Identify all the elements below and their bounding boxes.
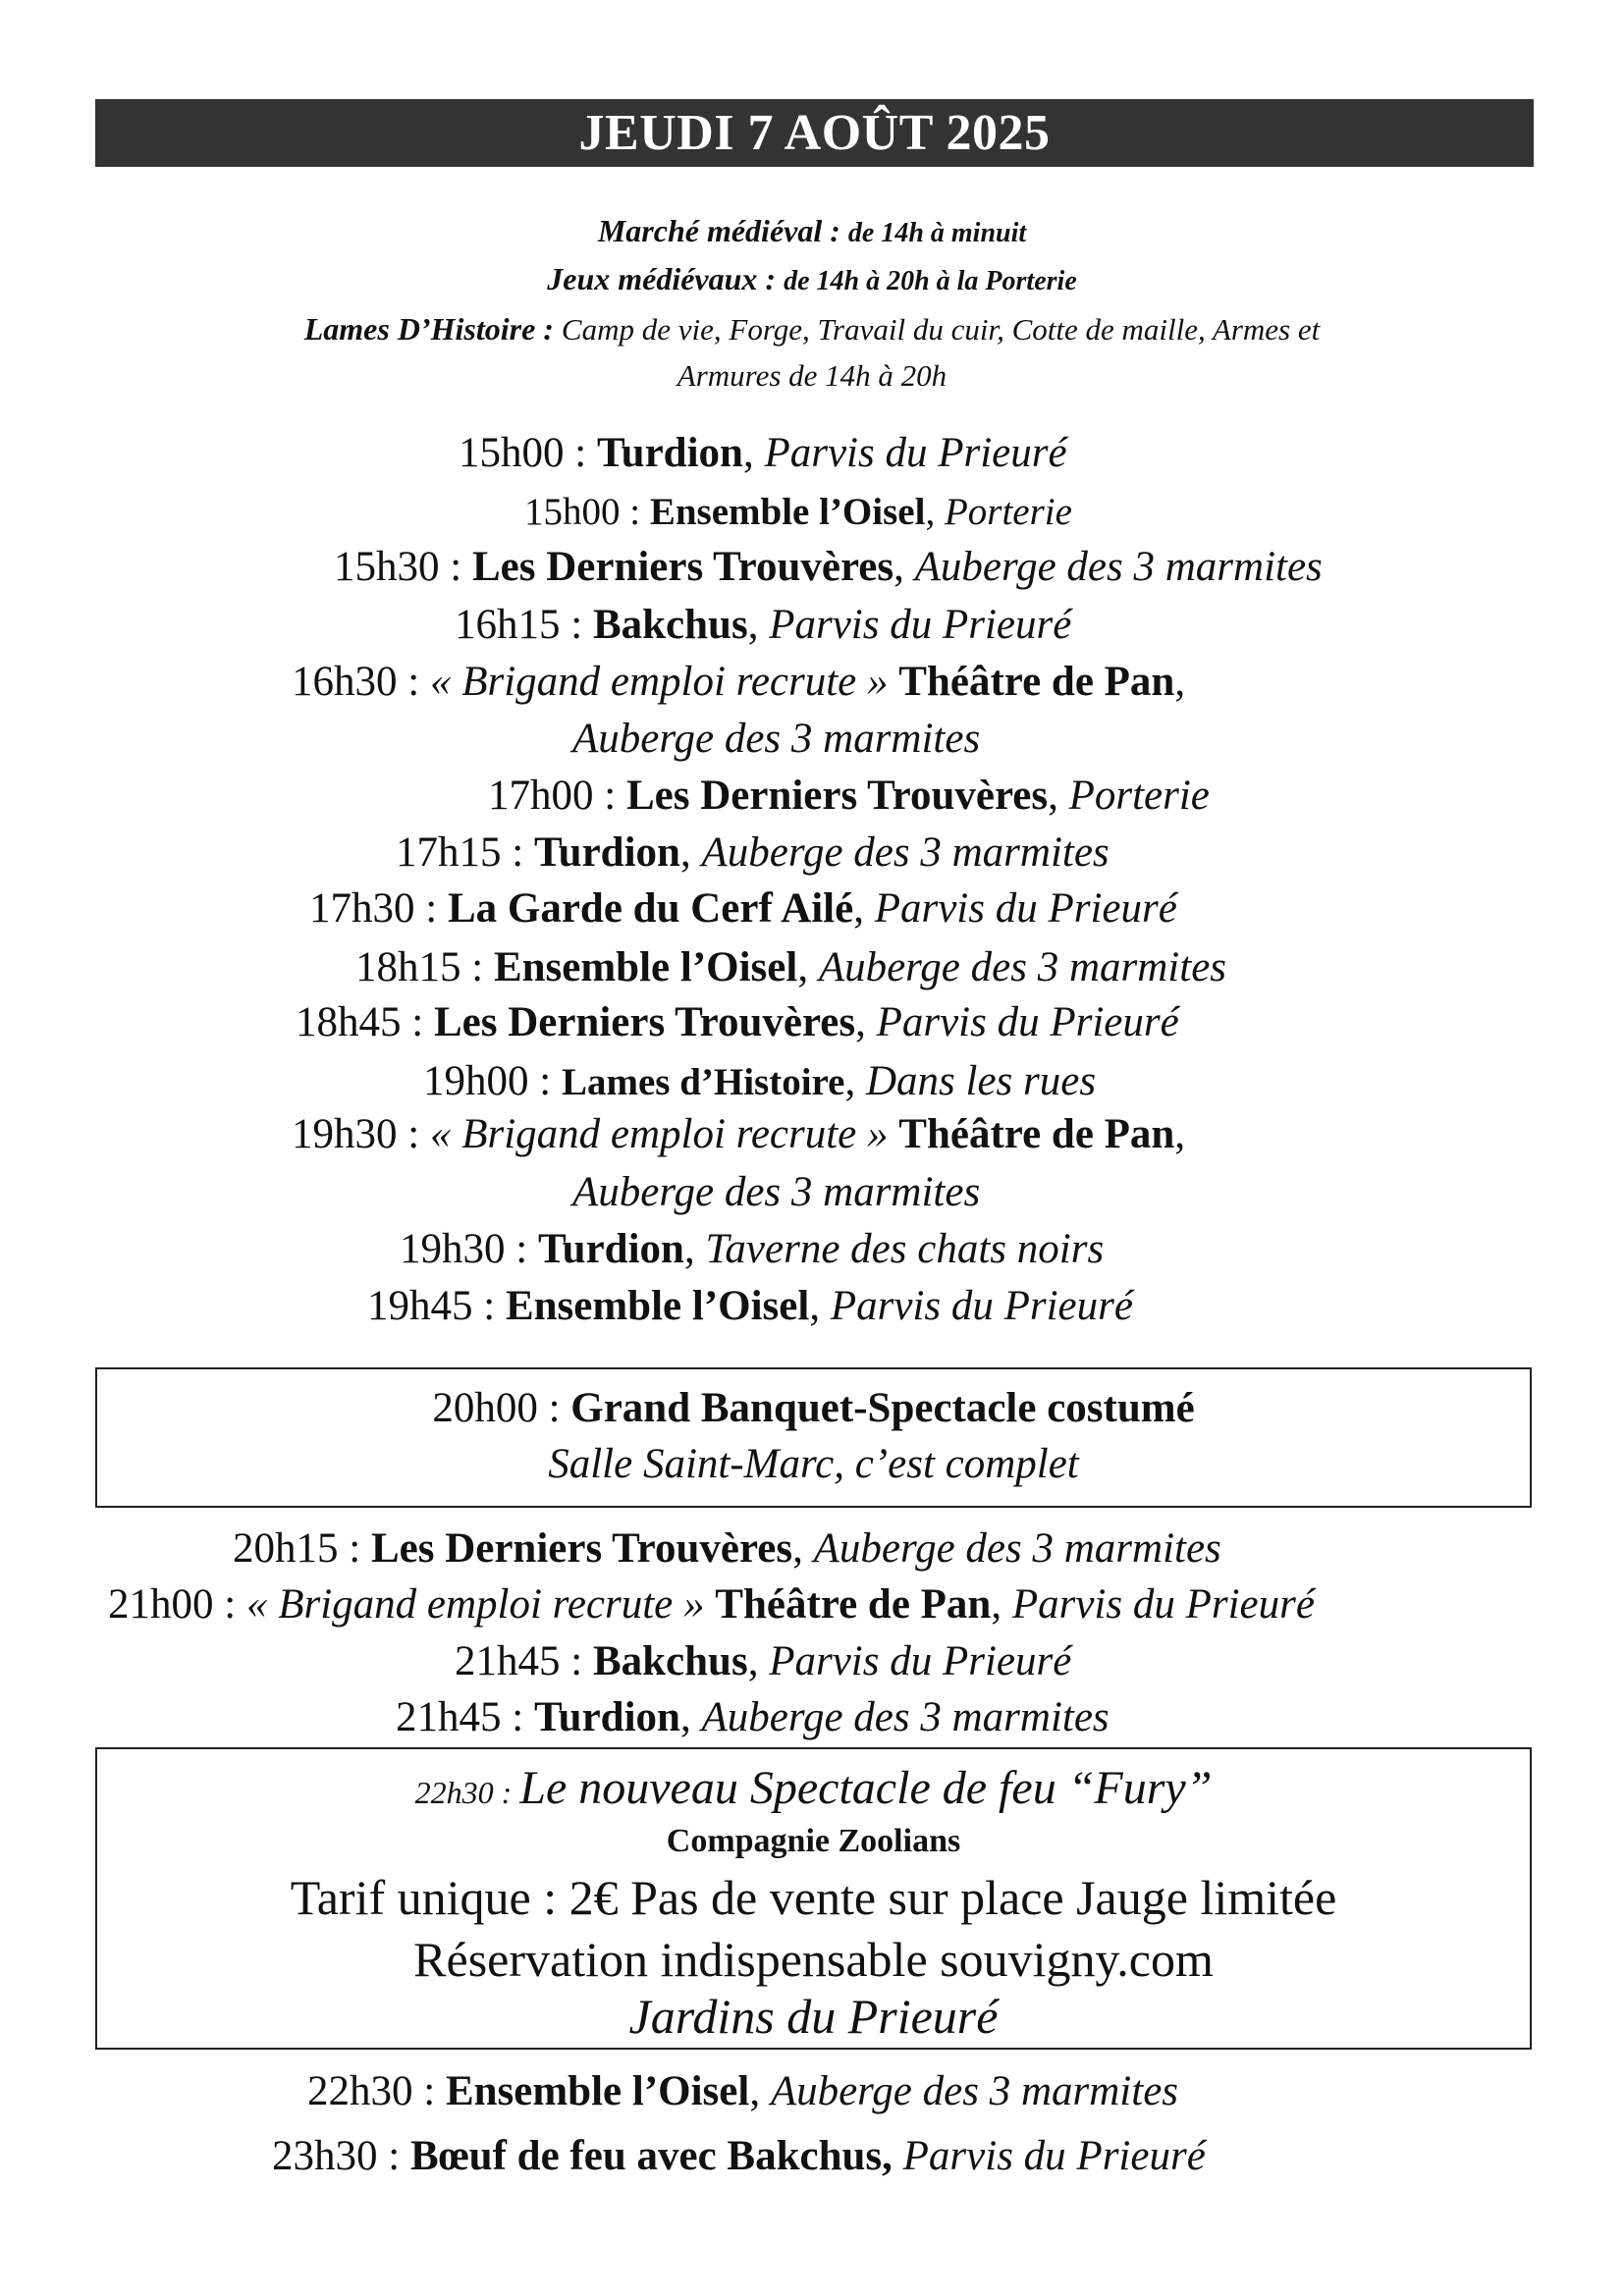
- event-row: [292, 658, 1185, 706]
- fire-show-venue: Jardins du Prieuré: [628, 1989, 999, 2044]
- event-name: Bakchus: [592, 1638, 748, 1684]
- event-time: 15h30 :: [334, 544, 472, 590]
- event-separator: ,: [742, 430, 765, 476]
- event-venue: Parvis du Prieuré: [764, 430, 1067, 476]
- event-time: 19h45 :: [367, 1283, 506, 1329]
- event-separator: ,: [844, 1058, 866, 1104]
- event-name: Ensemble l’Oisel: [493, 944, 798, 990]
- event-venue: Parvis du Prieuré: [902, 2133, 1206, 2179]
- event-time: 17h30 :: [309, 885, 448, 932]
- event-time: 22h30 :: [414, 1775, 520, 1810]
- event-separator: ,: [679, 829, 702, 876]
- event-time: 21h00 :: [108, 1581, 246, 1628]
- event-name: Turdion: [596, 430, 743, 476]
- banquet-box: [95, 1367, 1532, 1508]
- event-name: Turdion: [533, 829, 680, 876]
- event-show-title: « Brigand emploi recrute »: [245, 1581, 716, 1628]
- event-time: 17h15 :: [396, 829, 534, 876]
- event-venue: Parvis du Prieuré: [874, 885, 1177, 932]
- event-name: Lames d’Histoire: [561, 1061, 845, 1103]
- banquet-venue: Salle Saint-Marc, c’est complet: [548, 1441, 1079, 1487]
- text: de 14h à 20h à la Porterie: [784, 266, 1077, 296]
- event-name: Grand Banquet-Spectacle costumé: [570, 1385, 1195, 1431]
- event-time: 21h45 :: [455, 1638, 593, 1684]
- fire-show-company: Compagnie Zoolians: [666, 1823, 961, 1859]
- day-title: JEUDI 7 AOÛT 2025: [578, 105, 1051, 161]
- text: Jeux médiévaux :: [547, 261, 777, 296]
- event-row: [396, 1693, 1110, 1741]
- event-separator: ,: [893, 544, 915, 590]
- event-time: 18h15 :: [355, 944, 494, 990]
- event-row: [334, 543, 1323, 591]
- event-venue: Taverne des chats noirs: [705, 1226, 1105, 1272]
- intro-lames-cont: [0, 357, 1624, 394]
- event-time: 16h30 :: [292, 659, 430, 705]
- event-name: La Garde du Cerf Ailé: [447, 885, 854, 932]
- event-name: Les Derniers Trouvères: [433, 999, 856, 1045]
- text: Marché médiéval :: [597, 213, 840, 248]
- text: Lames D’Histoire :: [303, 311, 554, 347]
- fire-show-price: Tarif unique : 2€ Pas de vente sur place Jauge limitée: [290, 1870, 1337, 1925]
- event-separator: ,: [991, 1581, 1012, 1628]
- event-venue: Auberge des 3 marmites: [818, 944, 1227, 990]
- event-venue: Auberge des 3 marmites: [701, 1694, 1110, 1740]
- event-time: 23h30 :: [272, 2133, 410, 2179]
- event-show-title: « Brigand emploi recrute »: [429, 1111, 899, 1157]
- event-separator: [893, 2133, 903, 2179]
- event-separator: ,: [792, 1525, 814, 1572]
- event-name: Les Derniers Trouvères: [370, 1525, 793, 1572]
- event-time: 15h00 :: [459, 430, 597, 476]
- intro-games: [0, 261, 1624, 297]
- text: Armures de 14h à 20h: [677, 358, 947, 393]
- event-row: [396, 828, 1110, 877]
- event-time: 19h00 :: [423, 1058, 562, 1104]
- event-row: [400, 1225, 1104, 1273]
- event-venue: Parvis du Prieuré: [769, 1638, 1072, 1684]
- event-row: [355, 943, 1226, 991]
- event-venue: Porterie: [1068, 773, 1210, 819]
- event-time: 20h15 :: [233, 1525, 371, 1572]
- event-row: [488, 772, 1210, 820]
- intro-market: [0, 213, 1624, 249]
- intro-lames: [0, 311, 1624, 347]
- event-time: 18h45 :: [296, 999, 434, 1045]
- event-row-cont: [572, 1168, 980, 1216]
- text: Le nouveau Spectacle de feu “Fury”: [519, 1762, 1213, 1814]
- event-time: 19h30 :: [400, 1226, 538, 1272]
- event-name: Ensemble l’Oisel: [445, 2068, 750, 2114]
- event-separator: ,: [925, 491, 945, 533]
- event-separator: ,: [747, 602, 770, 648]
- event-time: 15h00 :: [524, 491, 650, 533]
- event-separator: ,: [809, 1283, 831, 1329]
- event-name: Théâtre de Pan: [898, 1111, 1175, 1157]
- event-row: [296, 998, 1179, 1046]
- event-separator: ,: [1048, 773, 1069, 819]
- event-name: Turdion: [537, 1226, 684, 1272]
- event-separator: ,: [747, 1638, 770, 1684]
- event-venue: Auberge des 3 marmites: [701, 829, 1110, 876]
- event-separator: ,: [679, 1694, 702, 1740]
- event-name: Ensemble l’Oisel: [649, 491, 926, 533]
- event-separator: ,: [683, 1226, 706, 1272]
- event-row: [309, 884, 1177, 933]
- event-show-title: « Brigand emploi recrute »: [429, 659, 899, 705]
- event-row: [233, 1524, 1221, 1573]
- event-venue: Parvis du Prieuré: [830, 1283, 1133, 1329]
- event-separator: ,: [853, 885, 875, 932]
- event-row: [367, 1282, 1133, 1330]
- event-row: [272, 2132, 1206, 2180]
- event-row: [423, 1057, 1096, 1105]
- event-separator: ,: [855, 999, 877, 1045]
- event-venue: Parvis du Prieuré: [769, 602, 1072, 648]
- event-row: [108, 1580, 1315, 1629]
- event-separator: ,: [749, 2068, 771, 2114]
- event-row: [455, 1637, 1071, 1685]
- event-row: [455, 601, 1071, 649]
- event-name: Bœuf de feu avec Bakchus,: [409, 2133, 893, 2179]
- fire-show-reservation: Réservation indispensable souvigny.com: [413, 1932, 1214, 1987]
- event-name: Turdion: [533, 1694, 680, 1740]
- event-row: [459, 429, 1067, 477]
- event-separator: ,: [797, 944, 819, 990]
- event-time: 22h30 :: [307, 2068, 446, 2114]
- event-separator: ,: [1174, 1111, 1186, 1157]
- event-venue: Auberge des 3 marmites: [914, 544, 1323, 590]
- text: de 14h à minuit: [847, 218, 1027, 248]
- event-name: Théâtre de Pan: [898, 659, 1175, 705]
- event-name: Les Derniers Trouvères: [625, 773, 1049, 819]
- event-venue: Dans les rues: [865, 1058, 1097, 1104]
- event-venue: Auberge des 3 marmites: [770, 2068, 1179, 2114]
- event-venue: Auberge des 3 marmites: [813, 1525, 1221, 1572]
- text: Camp de vie, Forge, Travail du cuir, Cotte de maille, Armes et: [561, 312, 1321, 347]
- event-time: 17h00 :: [488, 773, 626, 819]
- event-name: Bakchus: [592, 602, 748, 648]
- event-row: [292, 1110, 1185, 1158]
- event-venue: Auberge des 3 marmites: [572, 716, 981, 762]
- event-name: Théâtre de Pan: [715, 1581, 992, 1628]
- fire-show-title: [97, 1761, 1530, 1815]
- event-name: Les Derniers Trouvères: [471, 544, 894, 590]
- event-time: 21h45 :: [396, 1694, 534, 1740]
- event-name: Ensemble l’Oisel: [505, 1283, 810, 1329]
- event-row: [524, 490, 1072, 534]
- event-venue: Auberge des 3 marmites: [572, 1169, 981, 1215]
- banquet-title: [97, 1384, 1530, 1432]
- event-venue: Porterie: [944, 491, 1072, 533]
- event-time: 19h30 :: [292, 1111, 430, 1157]
- event-row: [307, 2067, 1178, 2115]
- event-venue: Parvis du Prieuré: [876, 999, 1179, 1045]
- fire-show-box: [95, 1747, 1532, 2050]
- day-banner: [95, 99, 1534, 167]
- event-time: 20h00 :: [432, 1385, 571, 1431]
- event-separator: ,: [1174, 659, 1186, 705]
- event-venue: Parvis du Prieuré: [1011, 1581, 1315, 1628]
- event-row-cont: [572, 715, 980, 763]
- event-time: 16h15 :: [455, 602, 593, 648]
